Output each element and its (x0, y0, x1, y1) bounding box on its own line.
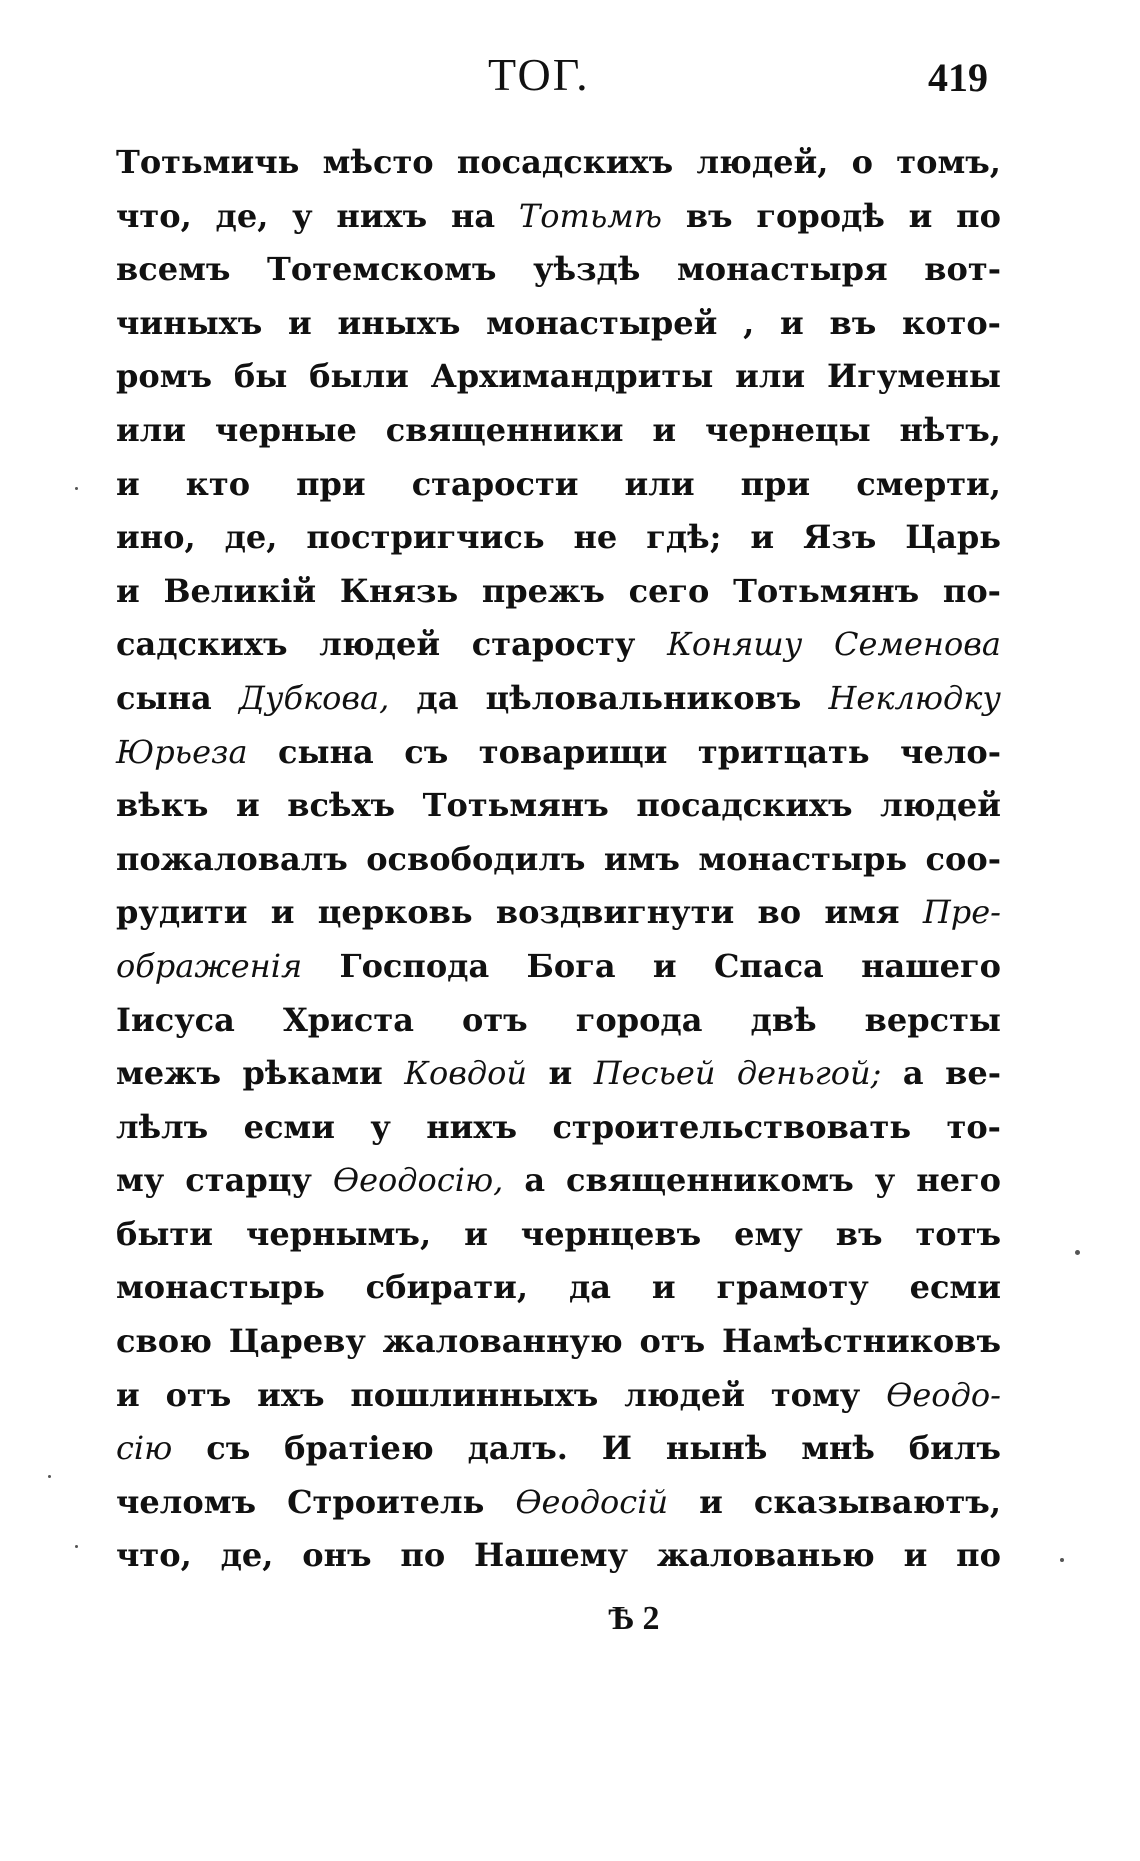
word: челомъ (116, 1482, 257, 1521)
body-text (116, 143, 1001, 1590)
word: нѣтъ, (899, 410, 1001, 449)
word: съ (404, 732, 449, 771)
word: городѣ (756, 196, 885, 235)
word: соо- (925, 839, 1001, 878)
word: му (116, 1161, 165, 1200)
word: были (309, 357, 409, 396)
text-line (116, 250, 1001, 304)
word: имъ (603, 839, 680, 878)
word: Нашему (474, 1536, 629, 1575)
word: Царь (905, 518, 1001, 557)
word: и (903, 1536, 928, 1575)
word: нынѣ (665, 1429, 768, 1468)
text-line (116, 1536, 1001, 1590)
word: или (116, 410, 187, 449)
word: Тотьмянъ (422, 786, 609, 825)
text-line (116, 1268, 1001, 1322)
word: по (956, 196, 1001, 235)
word: съ (206, 1429, 251, 1468)
word: Великій (163, 571, 317, 610)
text-line (116, 1054, 1001, 1108)
word: имя (824, 893, 900, 932)
word: строительствовать (552, 1107, 912, 1146)
word: И (601, 1429, 633, 1468)
word: нашего (861, 946, 1001, 985)
word: бы (233, 357, 288, 396)
word: всѣхъ (287, 786, 396, 825)
word: онъ (302, 1536, 372, 1575)
print-speck (75, 1545, 78, 1548)
word: далъ. (467, 1429, 568, 1468)
word: уѣздѣ (533, 250, 641, 289)
word: цѣловальниковъ (485, 678, 802, 717)
word: Дубкова, (238, 678, 390, 717)
word: деньгой; (736, 1054, 882, 1093)
word: есми (243, 1107, 335, 1146)
word: въ (685, 196, 733, 235)
word: и (464, 1214, 488, 1253)
word: сказываютъ, (753, 1482, 1001, 1521)
word: Іисуса (116, 1000, 235, 1039)
word: и (651, 1268, 676, 1307)
word: монастырь (116, 1268, 325, 1307)
word: чернецы (704, 410, 871, 449)
word: Тотьмянъ (733, 571, 920, 610)
text-line (116, 786, 1001, 840)
word: на (450, 196, 496, 235)
word: нихъ (426, 1107, 518, 1146)
word: него (916, 1161, 1001, 1200)
word: и (699, 1482, 723, 1521)
print-speck (75, 487, 78, 490)
word: товарищи (478, 732, 668, 771)
word: де, (220, 1536, 274, 1575)
text-line (116, 197, 1001, 251)
word: мѣсто (322, 143, 434, 181)
word: ромъ (116, 357, 213, 396)
running-head (0, 48, 1140, 108)
word: ве- (945, 1054, 1001, 1093)
word: о (851, 143, 873, 181)
word: де, (224, 518, 278, 557)
word: прежъ (481, 571, 605, 610)
word: постригчись (306, 518, 545, 557)
word: Строитель (287, 1482, 485, 1521)
word: кто (185, 464, 251, 503)
word: мнѣ (801, 1429, 875, 1468)
word: сего (628, 571, 710, 610)
word: города (575, 1000, 703, 1039)
word: Язъ (803, 518, 877, 557)
word: тритцать (697, 732, 870, 771)
word: а (902, 1054, 924, 1093)
word: свою (116, 1322, 212, 1361)
text-line (116, 625, 1001, 679)
word: пошлинныхъ (350, 1375, 599, 1414)
word: въ (829, 303, 877, 342)
word: и (548, 1054, 573, 1093)
word: не (573, 518, 618, 557)
word: чернцевъ (520, 1214, 702, 1253)
word: монастырь (698, 839, 908, 878)
word: сына (116, 678, 212, 717)
word: рѣками (242, 1054, 383, 1093)
word: грамоту (716, 1268, 869, 1307)
word: рудити (116, 893, 248, 932)
word: Неклюдку (828, 678, 1001, 717)
word: чернымъ, (245, 1214, 432, 1253)
print-speck (1060, 1558, 1064, 1562)
word: во (757, 893, 802, 932)
word: и (116, 1375, 140, 1414)
word: Тотьмичь (116, 143, 300, 181)
word: Юрьеза (116, 732, 248, 771)
word: освободилъ (366, 839, 586, 878)
text-line (116, 465, 1001, 519)
page-number: 419 (928, 55, 988, 100)
text-line (116, 572, 1001, 626)
text-line (116, 1001, 1001, 1055)
text-line (116, 733, 1001, 787)
word: Игумены (827, 357, 1001, 396)
word: а (524, 1161, 546, 1200)
text-line (116, 1483, 1001, 1537)
word: ему (734, 1214, 803, 1253)
word: Тотьмѣ (518, 196, 663, 235)
word: Ковдой (404, 1054, 528, 1093)
word: и (652, 410, 677, 449)
word: Господа (339, 946, 490, 985)
print-speck (48, 1475, 51, 1478)
word: или (624, 464, 695, 503)
word: Семенова (834, 625, 1001, 664)
word: всемъ (116, 250, 231, 289)
word: и (750, 518, 775, 557)
word: старосту (471, 625, 636, 664)
word: Пре- (922, 893, 1001, 932)
text-line (116, 1429, 1001, 1483)
word: монастыря (676, 250, 888, 289)
text-line (116, 1161, 1001, 1215)
word: и (908, 196, 933, 235)
text-line (116, 947, 1001, 1001)
word: билъ (908, 1429, 1001, 1468)
word: вѣкъ (116, 786, 209, 825)
text-line (116, 1376, 1001, 1430)
word: Князь (339, 571, 459, 610)
word: и (116, 571, 140, 610)
text-line (116, 518, 1001, 572)
word: черные (214, 410, 357, 449)
text-line (116, 1215, 1001, 1269)
word: и (270, 893, 295, 932)
word: отъ (165, 1375, 232, 1414)
word: томъ, (896, 143, 1001, 181)
word: сію (116, 1429, 173, 1468)
word: ихъ (257, 1375, 325, 1414)
word: нихъ (336, 196, 428, 235)
word: сбирати, (365, 1268, 529, 1307)
text-line (116, 679, 1001, 733)
word: отъ (461, 1000, 528, 1039)
word: тотъ (915, 1214, 1001, 1253)
word: Ѳеодосію, (332, 1161, 504, 1200)
word: иныхъ (337, 303, 461, 342)
word: отъ (639, 1322, 706, 1361)
word: посадскихъ (636, 786, 853, 825)
word: по (956, 1536, 1001, 1575)
word: у (874, 1161, 896, 1200)
word: быти (116, 1214, 213, 1253)
word: да (568, 1268, 611, 1307)
word: священникомъ (566, 1161, 854, 1200)
text-line (116, 1322, 1001, 1376)
word: у (370, 1107, 391, 1146)
text-line (116, 357, 1001, 411)
word: ображенія (116, 946, 303, 985)
word: есми (909, 1268, 1001, 1307)
running-head-title: ТОГ. (488, 49, 590, 100)
word: смерти, (856, 464, 1001, 503)
word: священники (385, 410, 624, 449)
word: Коняшу (667, 625, 803, 664)
word: у (292, 196, 313, 235)
word: Тотемскомъ (267, 250, 497, 289)
word: людей (880, 786, 1001, 825)
word: , (743, 303, 755, 342)
word: посадскихъ (456, 143, 674, 181)
word: да (416, 678, 459, 717)
text-line (116, 893, 1001, 947)
word: кото- (902, 303, 1001, 342)
word: людей (319, 625, 441, 664)
word: Бога (526, 946, 616, 985)
text-line (116, 840, 1001, 894)
word: и (116, 464, 140, 503)
word: и (780, 303, 804, 342)
word: то- (946, 1107, 1001, 1146)
word: или (735, 357, 806, 396)
word: и (288, 303, 312, 342)
word: при (296, 464, 366, 503)
word: садскихъ (116, 625, 288, 664)
print-speck (1075, 1250, 1080, 1255)
word: ино, (116, 518, 196, 557)
word: въ (835, 1214, 883, 1253)
word: пожаловалъ (116, 839, 348, 878)
word: и (235, 786, 260, 825)
word: гдѣ; (646, 518, 722, 557)
word: старцу (185, 1161, 312, 1200)
word: церковь (317, 893, 473, 932)
word: версты (864, 1000, 1001, 1039)
word: Цареву (228, 1322, 366, 1361)
word: что, (116, 1536, 192, 1575)
word: и (652, 946, 677, 985)
word: де, (215, 196, 269, 235)
word: Ѳеодо- (886, 1375, 1001, 1414)
word: Песьей (593, 1054, 716, 1093)
word: Спаса (713, 946, 824, 985)
word: вот- (924, 250, 1001, 289)
word: воздвигнути (495, 893, 735, 932)
word: межъ (116, 1054, 222, 1093)
word: Христа (282, 1000, 414, 1039)
text-line (116, 143, 1001, 197)
word: Намѣстниковъ (722, 1322, 1001, 1361)
word: жалованную (382, 1322, 623, 1361)
word: чиныхъ (116, 303, 263, 342)
word: что, (116, 196, 192, 235)
word: при (740, 464, 811, 503)
word: Ѳеодосій (515, 1482, 669, 1521)
text-line (116, 411, 1001, 465)
word: тому (770, 1375, 861, 1414)
word: братіею (284, 1429, 434, 1468)
word: чело- (900, 732, 1001, 771)
word: по- (942, 571, 1001, 610)
word: людей, (696, 143, 829, 181)
signature-mark: Ѣ 2 (608, 1600, 660, 1637)
text-line (116, 304, 1001, 358)
word: двѣ (750, 1000, 817, 1039)
word: жалованью (656, 1536, 875, 1575)
word: сына (278, 732, 374, 771)
word: по (400, 1536, 446, 1575)
word: старости (411, 464, 579, 503)
text-line (116, 1108, 1001, 1162)
word: лѣлъ (116, 1107, 209, 1146)
word: людей (624, 1375, 745, 1414)
word: Архимандриты (430, 357, 714, 396)
word: монастырей (486, 303, 718, 342)
